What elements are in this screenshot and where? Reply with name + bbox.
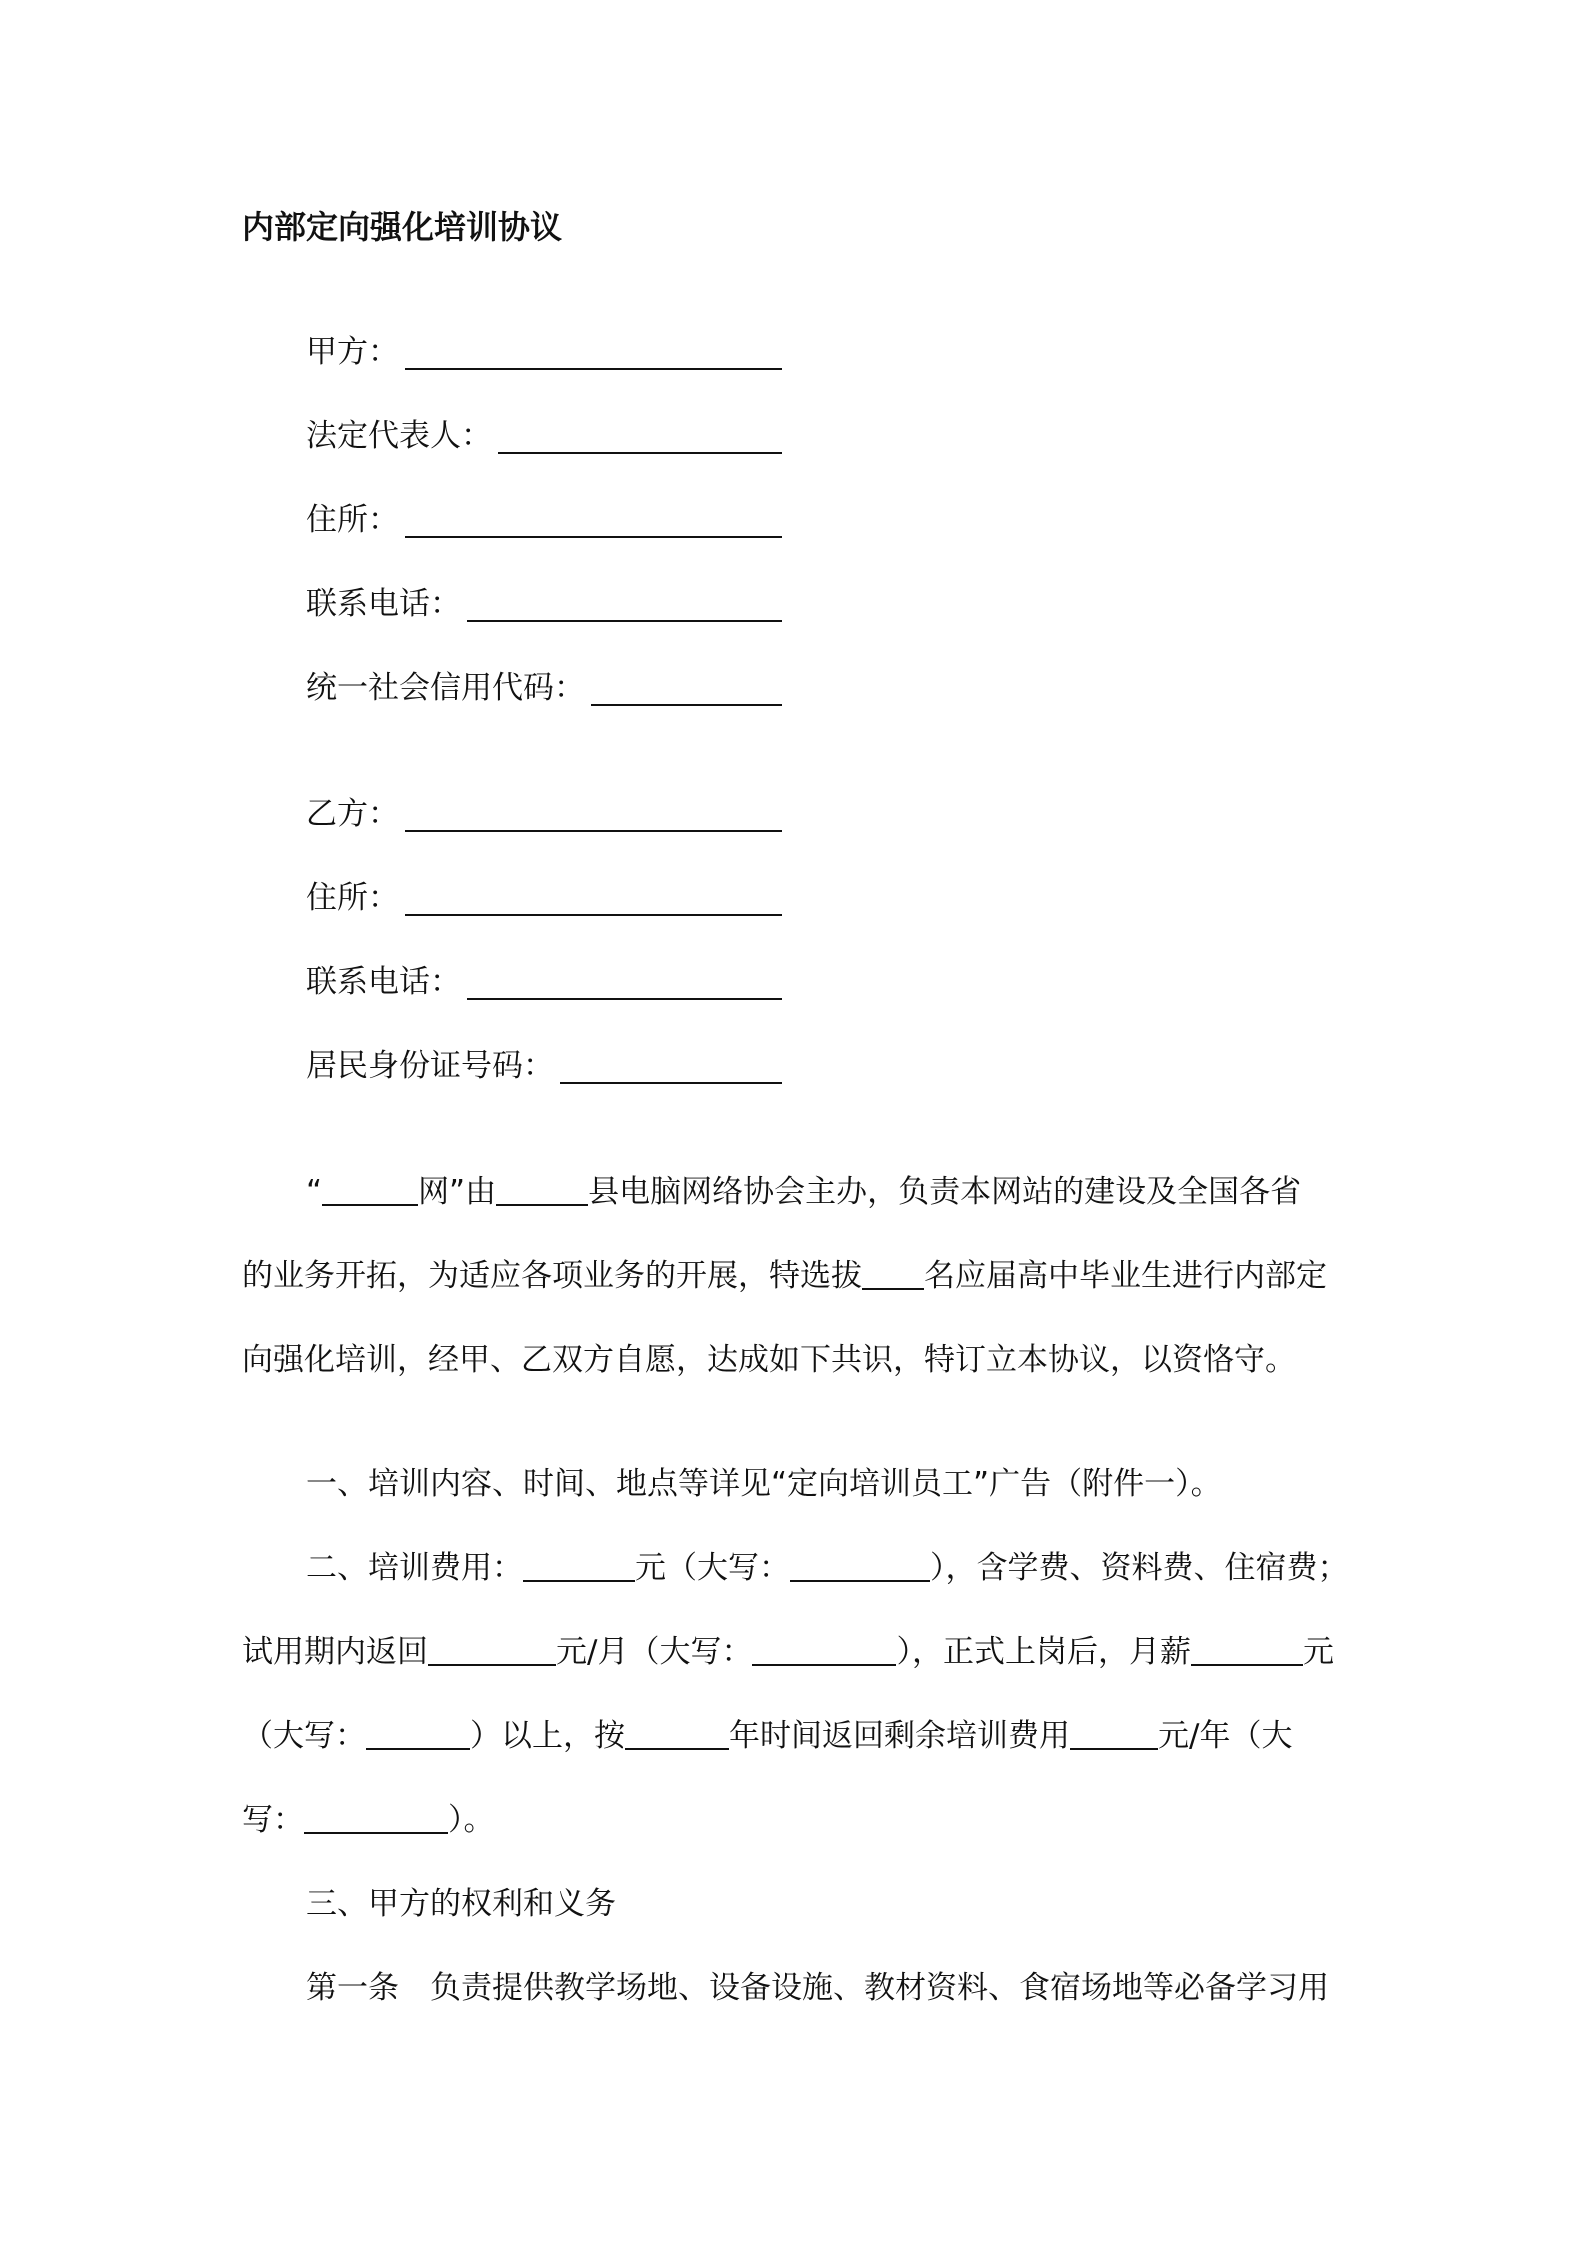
- clause-text: 元: [1302, 1634, 1334, 1670]
- refund-years-blank[interactable]: [625, 1716, 729, 1750]
- party-a-addr-blank[interactable]: [405, 498, 782, 538]
- clause-text: 元（大写：: [635, 1550, 790, 1586]
- party-b-name-blank[interactable]: [405, 792, 782, 832]
- intro-text: 县电脑网络协会主办，负责本网站的建设及全国各省: [588, 1174, 1302, 1210]
- county-name-blank[interactable]: [496, 1172, 588, 1206]
- training-fee-blank[interactable]: [523, 1548, 635, 1582]
- salary-capital-blank[interactable]: [366, 1716, 470, 1750]
- website-name-blank[interactable]: [322, 1172, 418, 1206]
- clause-text: 二、培训费用：: [306, 1550, 523, 1586]
- party-b-phone-field: [306, 960, 782, 1004]
- probation-refund-blank[interactable]: [428, 1632, 556, 1666]
- party-a-rep-field: [306, 414, 782, 458]
- clause-text: 写：: [242, 1802, 304, 1838]
- party-b-id-blank[interactable]: [560, 1044, 782, 1084]
- intro-line-1: [306, 1170, 1420, 1214]
- clause-text: （大写：: [242, 1718, 366, 1754]
- intro-line-3: 向强化培训，经甲、乙双方自愿，达成如下共识，特订立本协议，以资恪守。: [242, 1342, 1296, 1378]
- party-a-credit-field: [306, 666, 782, 710]
- monthly-salary-blank[interactable]: [1191, 1632, 1303, 1666]
- clause-2-line-3: [242, 1714, 1356, 1758]
- party-b-addr-field: [306, 876, 782, 920]
- party-a-name-blank[interactable]: [405, 330, 782, 370]
- probation-refund-capital-blank[interactable]: [752, 1632, 896, 1666]
- party-a-rep-blank[interactable]: [498, 414, 782, 454]
- party-b-name-field: [306, 792, 782, 836]
- document-title: 内部定向强化培训协议: [242, 208, 563, 246]
- party-b-id-field: [306, 1044, 782, 1088]
- party-a-name-field: [306, 330, 782, 374]
- clause-text: ）。: [448, 1802, 495, 1838]
- student-count-blank[interactable]: [862, 1256, 924, 1290]
- party-b-phone-label: 联系电话：: [306, 964, 461, 1000]
- training-fee-capital-blank[interactable]: [790, 1548, 930, 1582]
- clause-1: 一、培训内容、时间、地点等详见“定向培训员工”广告（附件一）。: [306, 1466, 1222, 1502]
- clause-text: ），正式上岗后，月薪: [896, 1634, 1191, 1670]
- intro-text: 的业务开拓，为适应各项业务的开展，特选拔: [242, 1258, 862, 1294]
- clause-2-line-4: [242, 1798, 1356, 1842]
- party-b-addr-label: 住所：: [306, 880, 399, 916]
- clause-2-line-1: [306, 1546, 1420, 1590]
- clause-text: 试用期内返回: [242, 1634, 428, 1670]
- clause-text: 年时间返回剩余培训费用: [729, 1718, 1070, 1754]
- intro-text: 网”由: [418, 1174, 497, 1210]
- party-b-id-label: 居民身份证号码：: [306, 1048, 554, 1084]
- party-b-name-label: 乙方：: [306, 796, 399, 832]
- party-a-phone-blank[interactable]: [467, 582, 782, 622]
- party-b-addr-blank[interactable]: [405, 876, 782, 916]
- party-a-phone-field: [306, 582, 782, 626]
- party-a-phone-label: 联系电话：: [306, 586, 461, 622]
- intro-text: 名应届高中毕业生进行内部定: [924, 1258, 1327, 1294]
- party-b-phone-blank[interactable]: [467, 960, 782, 1000]
- clause-2-line-2: [242, 1630, 1356, 1674]
- article-1: 第一条 负责提供教学场地、设备设施、教材资料、食宿场地等必备学习用: [306, 1970, 1329, 2006]
- intro-line-2: [242, 1254, 1356, 1298]
- party-a-credit-label: 统一社会信用代码：: [306, 670, 585, 706]
- party-a-credit-blank[interactable]: [591, 666, 782, 706]
- party-a-name-label: 甲方：: [306, 334, 399, 370]
- annual-refund-capital-blank[interactable]: [304, 1800, 448, 1834]
- clause-text: ），含学费、资料费、住宿费；: [930, 1550, 1349, 1586]
- annual-refund-blank[interactable]: [1070, 1716, 1158, 1750]
- party-a-addr-label: 住所：: [306, 502, 399, 538]
- clause-text: 元/年（大: [1158, 1718, 1293, 1754]
- intro-text: “: [306, 1174, 323, 1210]
- clause-text: ）以上，按: [470, 1718, 625, 1754]
- clause-text: 元/月（大写：: [556, 1634, 753, 1670]
- clause-3-heading: 三、甲方的权利和义务: [306, 1886, 616, 1922]
- party-a-addr-field: [306, 498, 782, 542]
- party-a-rep-label: 法定代表人：: [306, 418, 492, 454]
